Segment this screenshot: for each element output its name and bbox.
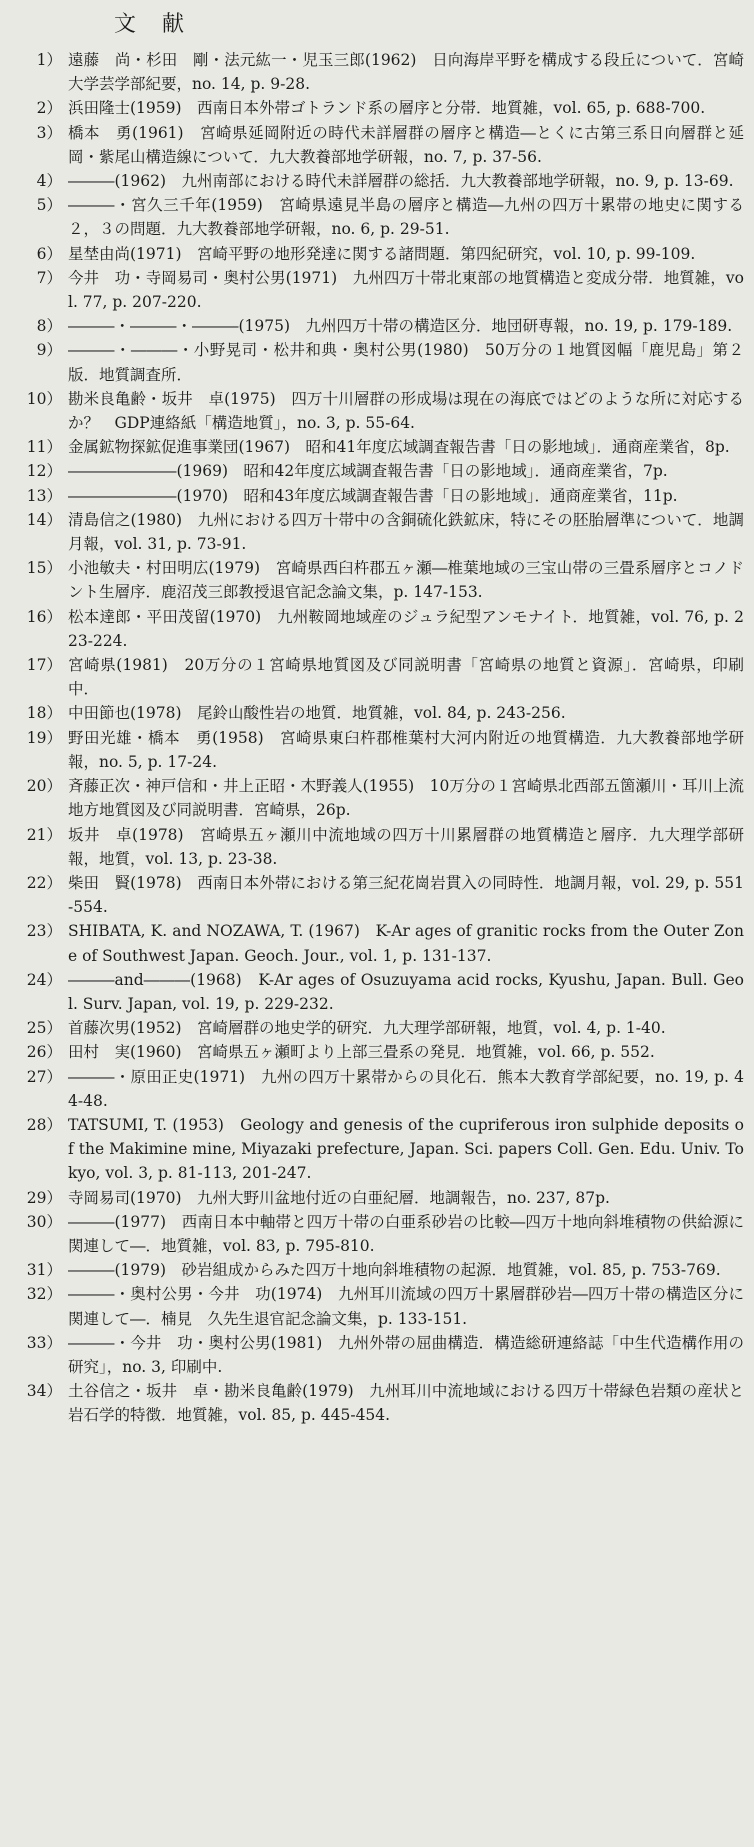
reference-text: 田村 実(1960) 宮崎県五ヶ瀬町より上部三畳系の発見．地質雑，vol. 66, p. 552. bbox=[68, 1043, 655, 1062]
reference-item bbox=[22, 1186, 744, 1210]
reference-number: 8） bbox=[36, 317, 62, 336]
reference-item bbox=[22, 193, 744, 241]
reference-item bbox=[22, 653, 744, 701]
reference-text: ―――・―――・小野晃司・松井和典・奥村公男(1980) 50万分の１地質図幅「鹿児島」第２版．地質調査所． bbox=[68, 341, 744, 384]
reference-number: 6） bbox=[36, 244, 62, 263]
reference-item bbox=[22, 701, 744, 725]
reference-list bbox=[22, 48, 744, 1428]
reference-text: 柴田 賢(1978) 西南日本外帯における第三紀花崗岩貫入の同時性．地調月報，vol. 29, p. 551-554. bbox=[68, 873, 744, 917]
reference-item bbox=[22, 96, 744, 120]
reference-item bbox=[22, 968, 744, 1016]
reference-item bbox=[22, 484, 744, 508]
reference-item bbox=[22, 1016, 744, 1040]
reference-number: 12） bbox=[26, 462, 62, 481]
reference-text: TATSUMI, T. (1953) Geology and genesis of the cupriferous iron sulphide deposits of the Makimine mine, Miyazaki prefecture, Japan. Sci. papers Coll. Gen. Edu. Univ. Tokyo, vol. 3, p. 81-113, 201-247. bbox=[68, 1115, 744, 1183]
reference-item bbox=[22, 508, 744, 556]
reference-number: 1） bbox=[36, 51, 62, 69]
reference-number: 26） bbox=[26, 1043, 62, 1062]
reference-text: 宮崎県(1981) 20万分の１宮崎県地質図及び同説明書「宮崎県の地質と資源」．宮崎県，印刷中． bbox=[68, 656, 744, 699]
reference-text: ―――・今井 功・奥村公男(1981) 九州外帯の屈曲構造．構造総研連絡誌「中生代造構作用の研究」，no. 3, 印刷中. bbox=[68, 1333, 744, 1376]
reference-text: 浜田隆士(1959) 西南日本外帯ゴトランド系の層序と分帯．地質雑，vol. 65, p. 688-700. bbox=[68, 99, 706, 118]
reference-number: 19） bbox=[26, 728, 62, 747]
reference-item bbox=[22, 726, 744, 774]
reference-text: 斉藤正次・神戸信和・井上正昭・木野義人(1955) 10万分の１宮崎県北西部五箇瀬川・耳川上流地方地質図及び同説明書．宮崎県，26p. bbox=[68, 777, 744, 820]
reference-text: ―――(1977) 西南日本中軸帯と四万十帯の白亜系砂岩の比較―四万十地向斜堆積物の供給源に関連して―．地質雑，vol. 83, p. 795-810. bbox=[68, 1212, 744, 1255]
reference-number: 25） bbox=[26, 1019, 62, 1038]
reference-number: 27） bbox=[26, 1067, 62, 1086]
reference-text: ―――・原田正史(1971) 九州の四万十累帯からの貝化石．熊本大教育学部紀要，no. 19, p. 44-48. bbox=[68, 1067, 744, 1110]
reference-item bbox=[22, 823, 744, 871]
reference-number: 15） bbox=[26, 559, 62, 578]
reference-text: ―――and―――(1968) K-Ar ages of Osuzuyama acid rocks, Kyushu, Japan. Bull. Geol. Surv. Japan, vol. 19, p. 229-232. bbox=[68, 970, 744, 1013]
reference-text: 坂井 卓(1978) 宮崎県五ヶ瀬川中流地域の四万十川累層群の地質構造と層序．九大理学部研報，地質，vol. 13, p. 23-38. bbox=[68, 825, 744, 868]
reference-item bbox=[22, 435, 744, 459]
reference-text: 小池敏夫・村田明広(1979) 宮崎県西臼杵郡五ヶ瀬―椎葉地域の三宝山帯の三畳系層序とコノドント生層序．鹿沼茂三郎教授退官記念論文集，p. 147-153. bbox=[68, 559, 744, 602]
reference-text: 今井 功・寺岡易司・奥村公男(1971) 九州四万十帯北東部の地質構造と変成分帯．地質雑，vol. 77, p. 207-220. bbox=[68, 268, 744, 312]
reference-text: 松本達郎・平田茂留(1970) 九州鞍岡地域産のジュラ紀型アンモナイト．地質雑，vol. 76, p. 223-224. bbox=[68, 607, 744, 650]
reference-number: 18） bbox=[26, 704, 62, 723]
reference-number: 28） bbox=[26, 1115, 62, 1134]
reference-text: ―――――――(1969) 昭和42年度広域調査報告書「日の影地域」．通商産業省，7p. bbox=[68, 462, 668, 481]
reference-item bbox=[22, 1258, 744, 1282]
reference-item bbox=[22, 774, 744, 822]
reference-text: ―――(1962) 九州南部における時代未詳層群の総括．九大教養部地学研報，no. 9, p. 13-69. bbox=[68, 172, 734, 191]
reference-number: 32） bbox=[26, 1285, 62, 1304]
reference-item bbox=[22, 1379, 744, 1427]
reference-text: 中田節也(1978) 尾鈴山酸性岩の地質．地質雑，vol. 84, p. 243-256. bbox=[68, 704, 566, 723]
references-heading: 文献 bbox=[114, 12, 211, 37]
reference-number: 3） bbox=[36, 123, 62, 142]
reference-number: 11） bbox=[26, 438, 62, 457]
reference-number: 31） bbox=[26, 1261, 62, 1280]
reference-number: 9） bbox=[36, 341, 62, 360]
reference-text: 清島信之(1980) 九州における四万十帯中の含銅硫化鉄鉱床，特にその胚胎層準について．地調月報，vol. 31, p. 73-91. bbox=[68, 510, 744, 554]
reference-number: 16） bbox=[26, 607, 62, 626]
reference-number: 34） bbox=[26, 1382, 62, 1401]
reference-item bbox=[22, 556, 744, 604]
reference-number: 4） bbox=[36, 172, 62, 191]
reference-text: SHIBATA, K. and NOZAWA, T. (1967) K-Ar ages of granitic rocks from the Outer Zone of Southwest Japan. Geoch. Jour., vol. 1, p. 131-137. bbox=[68, 922, 744, 965]
reference-item bbox=[22, 1040, 744, 1064]
reference-text: 寺岡易司(1970) 九州大野川盆地付近の白亜紀層．地調報告，no. 237, 87p. bbox=[68, 1188, 610, 1207]
reference-number: 7） bbox=[36, 268, 62, 287]
reference-text: 野田光雄・橋本 勇(1958) 宮崎県東臼杵郡椎葉村大河内附近の地質構造．九大教養部地学研報，no. 5, p. 17-24. bbox=[68, 728, 744, 771]
reference-item bbox=[22, 387, 744, 435]
reference-item bbox=[22, 919, 744, 967]
reference-item bbox=[22, 121, 744, 169]
reference-item bbox=[22, 338, 744, 386]
reference-number: 22） bbox=[26, 873, 62, 892]
reference-item bbox=[22, 1065, 744, 1113]
reference-item bbox=[22, 871, 744, 919]
reference-number: 14） bbox=[26, 510, 62, 529]
reference-text: 遠藤 尚・杉田 剛・法元紘一・児玉三郎(1962) 日向海岸平野を構成する段丘について．宮崎大学芸学部紀要，no. 14, p. 9-28. bbox=[68, 51, 744, 94]
reference-number: 13） bbox=[26, 486, 62, 505]
reference-number: 24） bbox=[26, 970, 62, 989]
reference-number: 30） bbox=[26, 1212, 62, 1231]
reference-number: 21） bbox=[26, 825, 62, 844]
reference-item bbox=[22, 1210, 744, 1258]
reference-item bbox=[22, 459, 744, 483]
reference-item bbox=[22, 169, 744, 193]
reference-text: ―――(1979) 砂岩組成からみた四万十地向斜堆積物の起源．地質雑，vol. 85, p. 753-769. bbox=[68, 1261, 721, 1280]
reference-text: 首藤次男(1952) 宮崎層群の地史学的研究．九大理学部研報，地質，vol. 4, p. 1-40. bbox=[68, 1019, 666, 1038]
reference-number: 17） bbox=[26, 656, 62, 675]
reference-text: ―――・宮久三千年(1959) 宮崎県遠見半島の層序と構造―九州の四万十累帯の地史に関する２，３の問題．九大教養部地学研報，no. 6, p. 29-51. bbox=[68, 196, 744, 239]
reference-text: 橋本 勇(1961) 宮崎県延岡附近の時代未詳層群の層序と構造―とくに古第三系日向層群と延岡・紫尾山構造線について．九大教養部地学研報，no. 7, p. 37-56. bbox=[68, 123, 744, 166]
reference-item bbox=[22, 1282, 744, 1330]
reference-number: 10） bbox=[26, 389, 62, 408]
reference-item bbox=[22, 314, 744, 338]
reference-item bbox=[22, 1113, 744, 1186]
reference-text: ―――・―――・―――(1975) 九州四万十帯の構造区分．地団研専報，no. 19, p. 179-189. bbox=[68, 317, 733, 336]
reference-text: ―――・奥村公男・今井 功(1974) 九州耳川流域の四万十累層群砂岩―四万十帯の構造区分に関連して―．楠見 久先生退官記念論文集，p. 133-151. bbox=[68, 1285, 744, 1328]
reference-text: 勘米良亀齢・坂井 卓(1975) 四万十川層群の形成場は現在の海底ではどのような所に対応するか？ GDP連絡紙「構造地質」，no. 3, p. 55-64. bbox=[68, 389, 744, 433]
reference-text: 星埜由尚(1971) 宮崎平野の地形発達に関する諸問題．第四紀研究，vol. 10, p. 99-109. bbox=[68, 244, 696, 263]
reference-text: 金属鉱物探鉱促進事業団(1967) 昭和41年度広域調査報告書「日の影地域」．通商産業省，8p. bbox=[68, 438, 730, 457]
reference-text: 土谷信之・坂井 卓・勘米良亀齢(1979) 九州耳川中流地域における四万十帯緑色岩類の産状と岩石学的特徴．地質雑，vol. 85, p. 445-454. bbox=[68, 1382, 744, 1425]
reference-number: 33） bbox=[26, 1333, 62, 1352]
reference-number: 23） bbox=[26, 922, 62, 941]
reference-item bbox=[22, 605, 744, 653]
reference-item bbox=[22, 1331, 744, 1379]
reference-item bbox=[22, 242, 744, 266]
reference-number: 5） bbox=[36, 196, 62, 215]
reference-number: 20） bbox=[26, 777, 62, 796]
reference-number: 29） bbox=[26, 1188, 62, 1207]
reference-text: ―――――――(1970) 昭和43年度広域調査報告書「日の影地域」．通商産業省，11p. bbox=[68, 486, 678, 505]
reference-number: 2） bbox=[36, 99, 62, 118]
reference-item bbox=[22, 266, 744, 314]
reference-item bbox=[22, 48, 744, 96]
